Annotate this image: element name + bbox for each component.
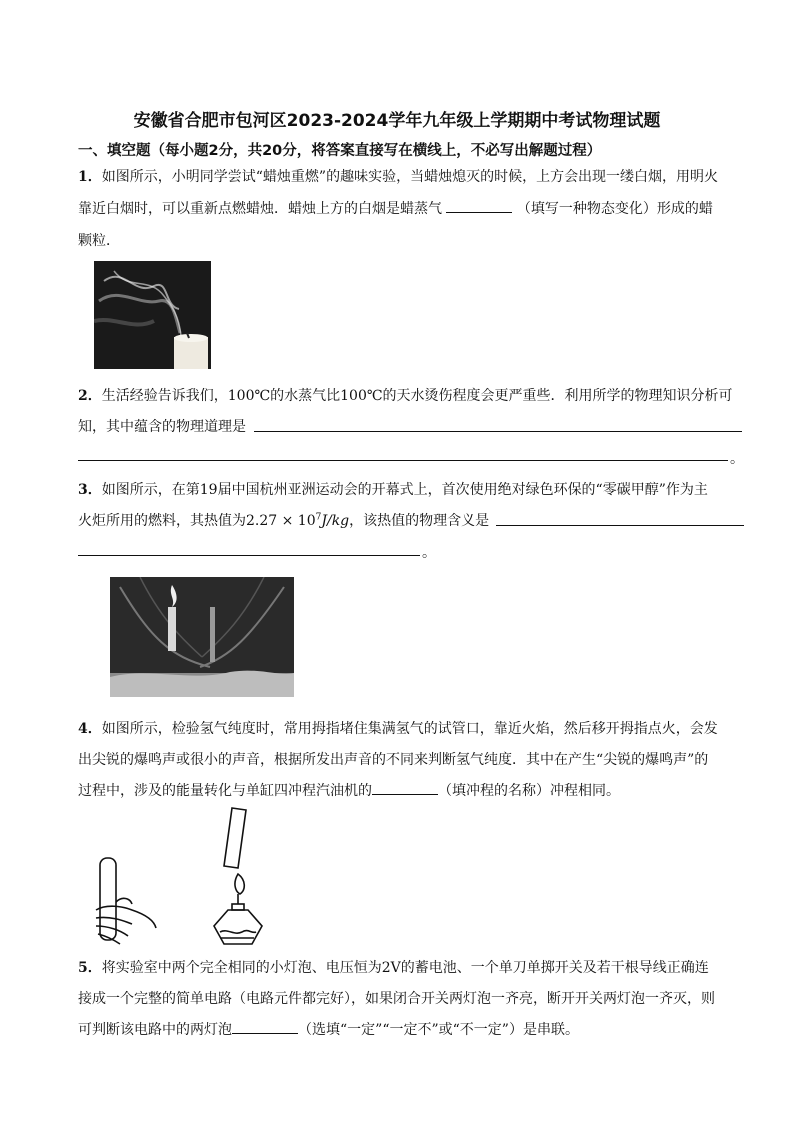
q2-answer-line-2[interactable]	[78, 460, 728, 461]
hydrogen-test-illustration	[92, 806, 282, 950]
q4-line2: 出尖锐的爆鸣声或很小的声音，根据所发出声音的不同来判断氢气纯度．其中在产生“尖锐的爆鸣声”的	[78, 752, 709, 768]
q5-answer-blank[interactable]	[232, 1019, 298, 1034]
q4-number: 4．	[78, 721, 102, 737]
q5-number: 5．	[78, 960, 102, 976]
q2-line2: 知，其中蕴含的物理道理是	[78, 419, 246, 435]
q1-line1: 1．如图所示，小明同学尝试“蜡烛重燃”的趣味实验，当蜡烛熄灭的时候，上方会出现一缕白烟，用明火	[78, 169, 719, 185]
q3-line1: 3．如图所示，在第19届中国杭州亚洲运动会的开幕式上，首次使用绝对绿色环保的“零碳甲醇”作为主	[78, 482, 708, 498]
candle-smoke-image	[94, 261, 211, 369]
q5-line1: 5．将实验室中两个完全相同的小灯泡、电压恒为2V的蓄电池、一个单刀单掷开关及若干根导线正确连	[78, 960, 709, 976]
q2-number: 2．	[78, 388, 102, 404]
heat-value-formula: $2.27 \times 10^7J/kg$	[246, 512, 350, 529]
q2-end-mark: 。	[730, 451, 744, 467]
section-heading: 一、填空题（每小题2分，共20分，将答案直接写在横线上，不必写出解题过程）	[78, 143, 602, 159]
q1-number: 1．	[78, 169, 102, 185]
q5-line3: 可判断该电路中的两灯泡 （选填“一定”“一定不”或“不一定”）是串联。	[78, 1019, 579, 1039]
asian-games-torch-image	[110, 577, 294, 697]
q2-line1: 2．生活经验告诉我们，100℃的水蒸气比100℃的天水烫伤程度会更严重些．利用所学的物理知识分析可	[78, 388, 733, 404]
page-title: 安徽省合肥市包河区2023-2024学年九年级上学期期中考试物理试题	[133, 111, 661, 131]
q3-number: 3．	[78, 482, 102, 498]
q1-answer-blank[interactable]	[446, 198, 512, 213]
q3-end-mark: 。	[422, 545, 436, 561]
q1-line3: 颗粒．	[78, 233, 120, 249]
q1-line2: 靠近白烟时，可以重新点燃蜡烛．蜡烛上方的白烟是蜡蒸气 （填写一种物态变化）形成的蜡	[78, 198, 713, 218]
q3-line2: 火炬所用的燃料，其热值为$2.27 \times 10^7J/kg$，该热值的物理含义是	[78, 512, 490, 529]
q5-line2: 接成一个完整的简单电路（电路元件都完好），如果闭合开关两灯泡一齐亮，断开开关两灯泡一齐灭，则	[78, 991, 715, 1007]
q2-answer-line-1[interactable]	[254, 431, 742, 432]
q4-line1: 4．如图所示，检验氢气纯度时，常用拇指堵住集满氢气的试管口，靠近火焰，然后移开拇指点火，会发	[78, 721, 718, 737]
q3-answer-line-2[interactable]	[78, 555, 420, 556]
q4-answer-blank[interactable]	[372, 780, 438, 795]
q4-line3: 过程中，涉及的能量转化与单缸四冲程汽油机的 （填冲程的名称）冲程相同。	[78, 780, 620, 800]
q3-answer-line-1[interactable]	[496, 525, 744, 526]
